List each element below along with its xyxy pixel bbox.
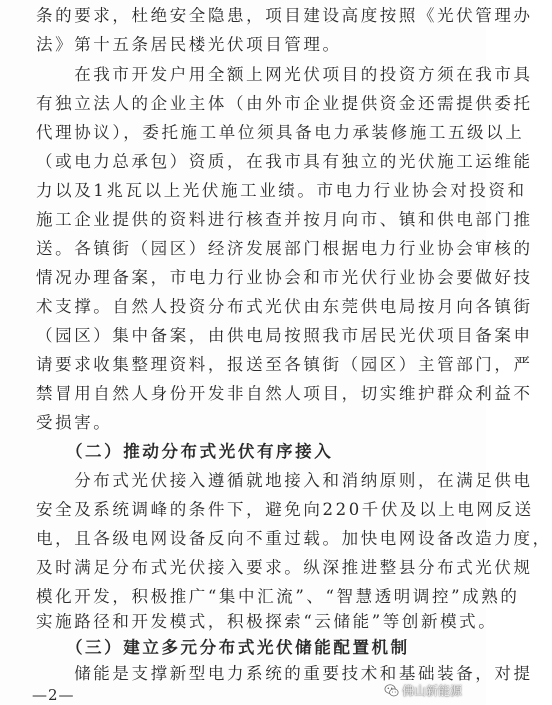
text-line: 术支撑。自然人投资分布式光伏由东莞供电局按月向各镇街 <box>36 297 533 316</box>
page-number: —2— <box>32 686 75 704</box>
text-line: 送。各镇街（园区）经济发展部门根据电力行业协会审核的 <box>36 239 533 258</box>
text-line: 在我市开发户用全额上网光伏项目的投资方须在我市具 <box>36 65 533 84</box>
watermark <box>384 680 462 700</box>
text-line: 情况办理备案，市电力行业协会和市光伏行业协会要做好技 <box>36 268 533 287</box>
text-line: 储能是支撑新型电力系统的重要技术和基础装备，对提 <box>36 664 533 683</box>
watermark-text: 佛山新能源 <box>402 683 463 698</box>
text-line: （或电力总承包）资质，在我市具有独立的光伏施工运维能 <box>36 152 533 171</box>
text-line: 实施路径和开发模式，积极探索“云储能”等创新模式。 <box>36 612 498 631</box>
section-heading: （二）推动分布式光伏有序接入 <box>36 442 334 461</box>
text-line: 安全及系统调峰的条件下，避免向220千伏及以上电网反送 <box>36 500 534 519</box>
text-line: 分布式光伏接入遵循就地接入和消纳原则，在满足供电 <box>36 471 533 490</box>
text-line: 请要求收集整理资料，报送至各镇街（园区）主管部门，严 <box>36 355 533 374</box>
wechat-icon <box>384 683 399 698</box>
text-line: 模化开发，积极推广“集中汇流”、“智慧透明调控”成熟的 <box>36 587 520 606</box>
text-line: 电，且各级电网设备反向不重过载。加快电网设备改造力度， <box>36 529 552 548</box>
section-heading: （三）建立多元分布式光伏储能配置机制 <box>36 638 410 657</box>
text-line: 受损害。 <box>36 413 113 432</box>
text-line: 禁冒用自然人身份开发非自然人项目，切实维护群众利益不 <box>36 384 533 403</box>
text-line: 法》第十五条居民楼光伏项目管理。 <box>36 35 342 54</box>
text-line: （园区）集中备案，由供电局按照我市居民光伏项目备案申 <box>36 326 533 345</box>
text-line: 力以及1兆瓦以上光伏施工业绩。市电力行业协会对投资和 <box>36 181 527 200</box>
text-line: 有独立法人的企业主体（由外市企业提供资金还需提供委托 <box>36 94 533 113</box>
text-line: 条的要求，杜绝安全隐患，项目建设高度按照《光伏管理办 <box>36 6 533 25</box>
text-line: 及时满足分布式光伏接入要求。纵深推进整县分布式光伏规 <box>36 558 533 577</box>
text-line: 施工企业提供的资料进行核查并按月向市、镇和供电部门推 <box>36 210 533 229</box>
text-line: 代理协议），委托施工单位须具备电力承装修施工五级以上 <box>36 123 525 142</box>
